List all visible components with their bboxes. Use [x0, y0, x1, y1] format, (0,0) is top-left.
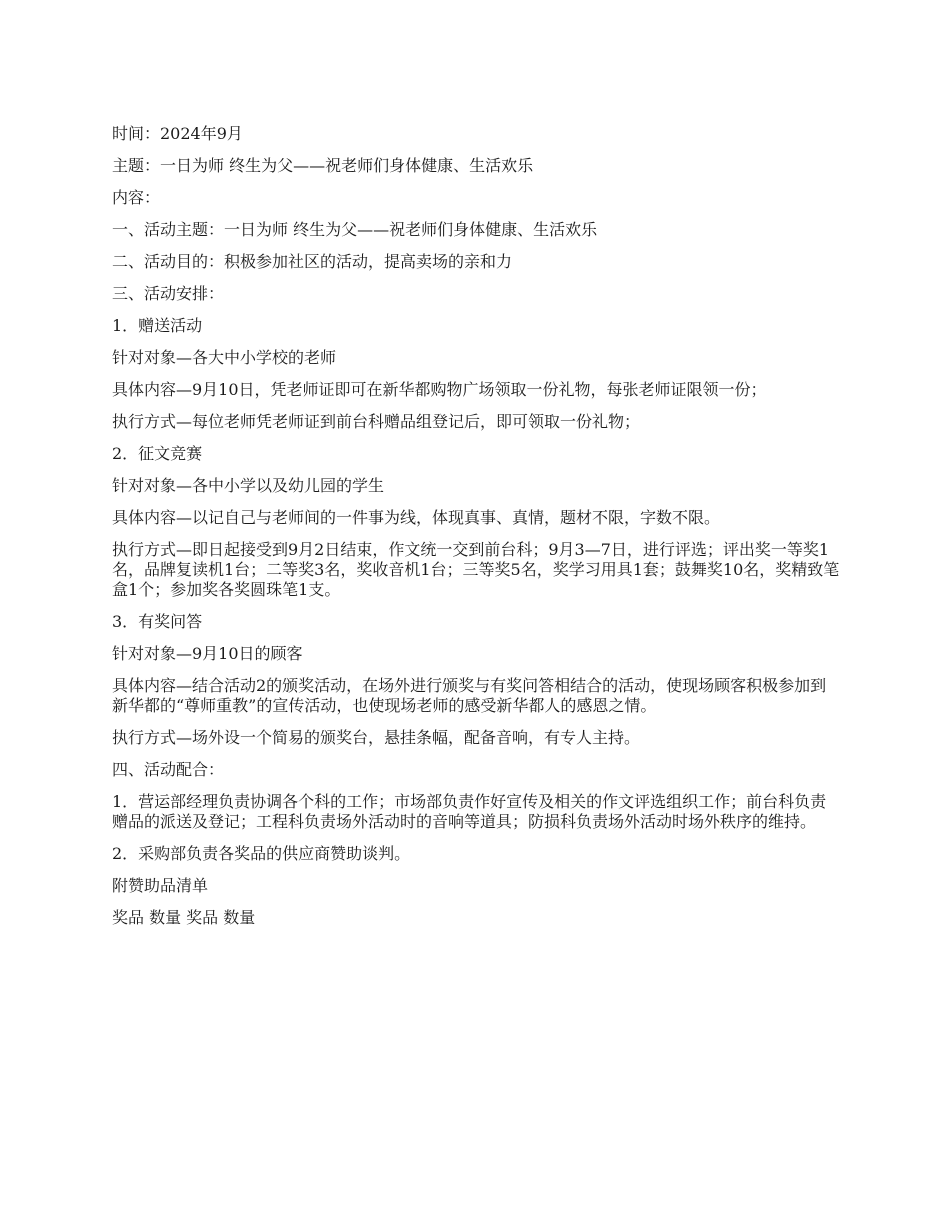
- paragraph-cooperation-heading: 四、活动配合：: [112, 760, 225, 779]
- paragraph-activity-purpose: 二、活动目的：积极参加社区的活动，提高卖场的亲和力: [112, 252, 513, 271]
- paragraph-essay-target: 针对对象—各中小学以及幼儿园的学生: [112, 476, 385, 495]
- paragraph-content-label: 内容：: [112, 188, 161, 207]
- paragraph-essay-heading: 2．征文竞赛: [112, 444, 203, 463]
- paragraph-cooperation-1: 1．营运部经理负责协调各个科的工作；市场部负责作好宣传及相关的作文评选组织工作；前台科负责赠品的派送及登记；工程科负责场外活动时的音响等道具；防损科负责场外活动时场外秩序的维持。: [112, 792, 827, 831]
- paragraph-quiz-method: 执行方式—场外设一个简易的颁奖台，悬挂条幅，配备音响，有专人主持。: [112, 728, 641, 747]
- paragraph-gift-activity-heading: 1．赠送活动: [112, 316, 203, 335]
- paragraph-gift-target: 针对对象—各大中小学校的老师: [112, 348, 337, 367]
- paragraph-quiz-content: 具体内容—结合活动2的颁奖活动，在场外进行颁奖与有奖问答相结合的活动，使现场顾客积极参加到新华都的“尊师重教”的宣传活动，也使现场老师的感受新华都人的感恩之情。: [112, 676, 827, 715]
- paragraph-activity-theme: 一、活动主题：一日为师 终生为父——祝老师们身体健康、生活欢乐: [112, 220, 598, 239]
- paragraph-gift-method: 执行方式—每位老师凭老师证到前台科赠品组登记后，即可领取一份礼物；: [112, 412, 641, 431]
- paragraph-activity-arrangement: 三、活动安排：: [112, 284, 225, 303]
- paragraph-sponsor-table-header: 奖品 数量 奖品 数量: [112, 908, 256, 927]
- paragraph-essay-content: 具体内容—以记自己与老师间的一件事为线，体现真事、真情，题材不限，字数不限。: [112, 508, 721, 527]
- paragraph-gift-content: 具体内容—9月10日，凭老师证即可在新华都购物广场领取一份礼物，每张老师证限领一份；: [112, 380, 767, 399]
- paragraph-theme: 主题：一日为师 终生为父——祝老师们身体健康、生活欢乐: [112, 156, 534, 175]
- paragraph-cooperation-2: 2．采购部负责各奖品的供应商赞助谈判。: [112, 844, 411, 863]
- document-body: [112, 124, 840, 940]
- paragraph-quiz-heading: 3．有奖问答: [112, 612, 203, 631]
- paragraph-quiz-target: 针对对象—9月10日的顾客: [112, 644, 303, 663]
- paragraph-essay-method: 执行方式—即日起接受到9月2日结束，作文统一交到前台科；9月3—7日，进行评选；评出奖一等奖1名，品牌复读机1台；二等奖3名，奖收音机1台；三等奖5名，奖学习用具1套；鼓舞奖10名，奖精致笔盒1个；参加奖各奖圆珠笔1支。: [112, 540, 840, 599]
- paragraph-sponsor-list: 附赞助品清单: [112, 876, 209, 895]
- paragraph-time: 时间：2024年9月: [112, 124, 243, 143]
